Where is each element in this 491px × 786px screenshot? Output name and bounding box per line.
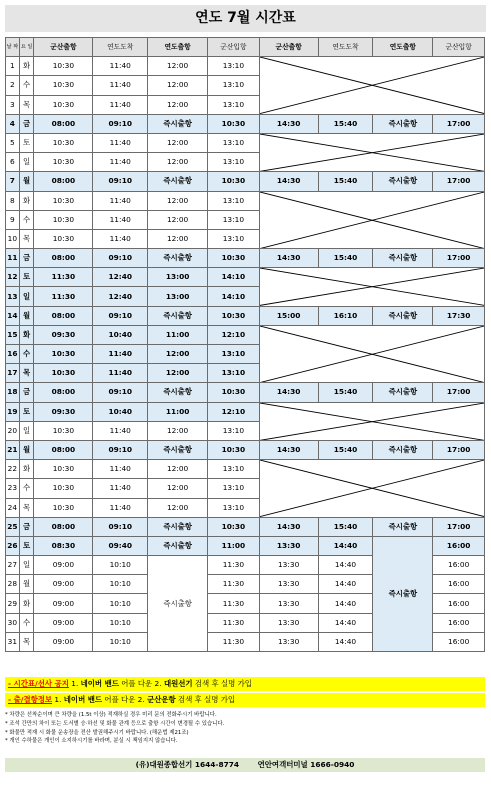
- gunsan-arrive-cell: 11:30: [208, 575, 260, 594]
- gunsan-arrive-cell: 10:30: [208, 172, 260, 191]
- header-gunsan-arrive-1: 군산입항: [208, 38, 260, 57]
- no-service-cell: [259, 133, 484, 171]
- gunsan-depart-cell: 13:30: [259, 536, 318, 555]
- weekday-cell: 월: [19, 306, 34, 325]
- yeondo-arrive-cell: 09:10: [93, 517, 148, 536]
- yeondo-arrive-cell: 10:10: [93, 575, 148, 594]
- gunsan-arrive-cell: 13:10: [208, 421, 260, 440]
- gunsan-depart-cell: 09:00: [34, 575, 93, 594]
- gunsan-arrive-cell: 13:10: [208, 191, 260, 210]
- gunsan-depart-cell: 09:00: [34, 632, 93, 651]
- cross-mark-icon: [260, 326, 484, 383]
- yeondo-arrive-cell: 10:10: [93, 613, 148, 632]
- weekday-cell: 금: [19, 249, 34, 268]
- notes: [5, 711, 485, 746]
- header-gunsan-arrive-2: 군산입항: [433, 38, 485, 57]
- page-title: 연도 7월 시간표: [5, 5, 486, 32]
- cross-mark-icon: [260, 268, 484, 305]
- date-cell: 6: [6, 153, 20, 172]
- table-row: [6, 57, 485, 76]
- yeondo-arrive-cell: 14:40: [318, 536, 373, 555]
- gunsan-depart-cell: 10:30: [34, 460, 93, 479]
- yeondo-arrive-cell: 11:40: [93, 498, 148, 517]
- date-cell: 12: [6, 268, 20, 287]
- gunsan-arrive-cell: 13:10: [208, 76, 260, 95]
- weekday-cell: 화: [19, 191, 34, 210]
- notice-schedule: - 시간표/선사 공지 1. 네이버 밴드 어플 다운 2. 대원선기 검색 후 실명 가입: [5, 677, 485, 691]
- yeondo-depart-cell: 13:00: [148, 287, 208, 306]
- gunsan-depart-cell: 14:30: [259, 249, 318, 268]
- date-cell: 27: [6, 556, 20, 575]
- yeondo-arrive-cell: 14:40: [318, 556, 373, 575]
- date-cell: 23: [6, 479, 20, 498]
- yeondo-depart-cell: 12:00: [148, 460, 208, 479]
- yeondo-arrive-cell: 10:40: [93, 402, 148, 421]
- gunsan-depart-cell: 10:30: [34, 191, 93, 210]
- weekday-cell: 일: [19, 287, 34, 306]
- weekday-cell: 화: [19, 325, 34, 344]
- weekday-cell: 화: [19, 57, 34, 76]
- yeondo-depart-cell: 즉시출항: [373, 306, 433, 325]
- table-row: [6, 325, 485, 344]
- yeondo-depart-cell: 즉시출항: [148, 517, 208, 536]
- date-cell: 11: [6, 249, 20, 268]
- weekday-cell: 토: [19, 268, 34, 287]
- table-row: [6, 172, 485, 191]
- gunsan-arrive-cell: 13:10: [208, 479, 260, 498]
- yeondo-arrive-cell: 10:10: [93, 556, 148, 575]
- gunsan-depart-cell: 10:30: [34, 210, 93, 229]
- yeondo-arrive-cell: 09:10: [93, 306, 148, 325]
- note-line: * 조석 간만의 차이 또는 도서별 승·하선 및 화물 관계 등으로 출항 시간이 변경될 수 있습니다.: [5, 720, 225, 727]
- gunsan-arrive-cell: 13:10: [208, 153, 260, 172]
- table-row: [6, 460, 485, 479]
- gunsan-arrive-cell: 17:00: [433, 517, 485, 536]
- yeondo-arrive-cell: 11:40: [93, 460, 148, 479]
- no-service-cell: [259, 402, 484, 440]
- table-row: [6, 383, 485, 402]
- yeondo-arrive-cell: 14:40: [318, 594, 373, 613]
- yeondo-depart-cell: 12:00: [148, 76, 208, 95]
- date-cell: 8: [6, 191, 20, 210]
- yeondo-depart-cell: 즉시출항: [373, 383, 433, 402]
- weekday-cell: 금: [19, 114, 34, 133]
- gunsan-depart-cell: 08:00: [34, 172, 93, 191]
- yeondo-depart-cell: 즉시출항: [148, 172, 208, 191]
- gunsan-arrive-cell: 10:30: [208, 114, 260, 133]
- yeondo-depart-cell: 즉시출항: [373, 172, 433, 191]
- yeondo-arrive-cell: 11:40: [93, 191, 148, 210]
- date-cell: 31: [6, 632, 20, 651]
- weekday-cell: 토: [19, 536, 34, 555]
- gunsan-arrive-cell: 17:00: [433, 440, 485, 459]
- yeondo-depart-cell: 13:00: [148, 268, 208, 287]
- gunsan-arrive-cell: 13:10: [208, 498, 260, 517]
- table-row: [6, 306, 485, 325]
- date-cell: 29: [6, 594, 20, 613]
- yeondo-depart-cell: 즉시출항: [148, 383, 208, 402]
- yeondo-arrive-cell: 12:40: [93, 268, 148, 287]
- yeondo-arrive-cell: 15:40: [318, 440, 373, 459]
- yeondo-depart-cell: 12:00: [148, 479, 208, 498]
- header-yeondo-arrive-1: 연도도착: [93, 38, 148, 57]
- weekday-cell: 수: [19, 210, 34, 229]
- date-cell: 21: [6, 440, 20, 459]
- contact-daewon: (유)대원종합선기 1644-8774: [135, 760, 240, 769]
- gunsan-arrive-cell: 14:10: [208, 268, 260, 287]
- yeondo-arrive-cell: 11:40: [93, 133, 148, 152]
- gunsan-depart-cell: 09:00: [34, 613, 93, 632]
- gunsan-arrive-cell: 16:00: [433, 575, 485, 594]
- yeondo-arrive-cell: 09:10: [93, 383, 148, 402]
- gunsan-depart-cell: 11:30: [34, 287, 93, 306]
- gunsan-arrive-cell: 17:00: [433, 114, 485, 133]
- weekday-cell: 월: [19, 172, 34, 191]
- contact-footer: [5, 758, 485, 772]
- yeondo-depart-cell: 즉시출항: [373, 440, 433, 459]
- gunsan-arrive-cell: 10:30: [208, 517, 260, 536]
- gunsan-depart-cell: 10:30: [34, 421, 93, 440]
- header-gunsan-depart-1: 군산출항: [34, 38, 93, 57]
- yeondo-depart-cell: 즉시출항: [373, 114, 433, 133]
- gunsan-depart-cell: 09:30: [34, 402, 93, 421]
- gunsan-depart-cell: 15:00: [259, 306, 318, 325]
- header-yeondo-depart-2: 연도출항: [373, 38, 433, 57]
- table-row: [6, 133, 485, 152]
- date-cell: 16: [6, 345, 20, 364]
- yeondo-arrive-cell: 10:40: [93, 325, 148, 344]
- cross-mark-icon: [260, 134, 484, 171]
- yeondo-arrive-cell: 11:40: [93, 421, 148, 440]
- gunsan-arrive-cell: 17:00: [433, 383, 485, 402]
- gunsan-depart-cell: 08:30: [34, 536, 93, 555]
- gunsan-depart-cell: 10:30: [34, 345, 93, 364]
- gunsan-arrive-cell: 13:10: [208, 345, 260, 364]
- weekday-cell: 목: [19, 632, 34, 651]
- weekday-cell: 월: [19, 440, 34, 459]
- gunsan-depart-cell: 10:30: [34, 498, 93, 517]
- yeondo-arrive-cell: 11:40: [93, 153, 148, 172]
- header-weekday: 요 일: [19, 38, 34, 57]
- yeondo-arrive-cell: 15:40: [318, 517, 373, 536]
- no-service-cell: [259, 268, 484, 306]
- header-yeondo-depart-1: 연도출항: [148, 38, 208, 57]
- cross-mark-icon: [260, 57, 484, 114]
- yeondo-depart-cell: 즉시출항: [148, 536, 208, 555]
- gunsan-arrive-cell: 10:30: [208, 306, 260, 325]
- gunsan-arrive-cell: 13:10: [208, 57, 260, 76]
- yeondo-depart-cell: 12:00: [148, 345, 208, 364]
- date-cell: 2: [6, 76, 20, 95]
- yeondo-depart-cell: 12:00: [148, 229, 208, 248]
- date-cell: 30: [6, 613, 20, 632]
- gunsan-arrive-cell: 11:30: [208, 613, 260, 632]
- yeondo-arrive-cell: 11:40: [93, 210, 148, 229]
- date-cell: 28: [6, 575, 20, 594]
- no-service-cell: [259, 325, 484, 383]
- gunsan-arrive-cell: 13:10: [208, 95, 260, 114]
- cross-mark-icon: [260, 403, 484, 440]
- gunsan-depart-cell: 08:00: [34, 249, 93, 268]
- gunsan-depart-cell: 11:30: [34, 268, 93, 287]
- yeondo-depart-cell: 즉시출항: [373, 249, 433, 268]
- date-cell: 4: [6, 114, 20, 133]
- table-row: [6, 268, 485, 287]
- gunsan-arrive-cell: 16:00: [433, 613, 485, 632]
- gunsan-arrive-cell: 13:10: [208, 133, 260, 152]
- yeondo-arrive-cell: 09:40: [93, 536, 148, 555]
- no-service-cell: [259, 191, 484, 249]
- table-row: [6, 440, 485, 459]
- date-cell: 18: [6, 383, 20, 402]
- gunsan-depart-cell: 10:30: [34, 76, 93, 95]
- yeondo-arrive-cell: 10:10: [93, 594, 148, 613]
- note-line: * 개인 수하물은 개인이 소지하시기를 바라며, 분실 시 책임지지 않습니다.: [5, 738, 178, 745]
- gunsan-depart-cell: 09:30: [34, 325, 93, 344]
- gunsan-depart-cell: 14:30: [259, 114, 318, 133]
- weekday-cell: 일: [19, 421, 34, 440]
- table-row: [6, 536, 485, 555]
- yeondo-depart-cell: 12:00: [148, 153, 208, 172]
- gunsan-arrive-cell: 10:30: [208, 249, 260, 268]
- yeondo-depart-cell: 즉시출항: [148, 306, 208, 325]
- gunsan-arrive-cell: 17:00: [433, 249, 485, 268]
- header-yeondo-arrive-2: 연도도착: [318, 38, 373, 57]
- yeondo-depart-cell: 12:00: [148, 210, 208, 229]
- gunsan-arrive-cell: 13:10: [208, 364, 260, 383]
- yeondo-depart-cell: 12:00: [148, 498, 208, 517]
- yeondo-arrive-cell: 09:10: [93, 249, 148, 268]
- gunsan-depart-cell: 14:30: [259, 383, 318, 402]
- note-line: * 화물만 적재 시 화물 운송장을 전산 발권해주시기 바랍니다. (해운법 제21조): [5, 729, 189, 736]
- gunsan-depart-cell: 10:30: [34, 364, 93, 383]
- no-service-cell: [259, 460, 484, 518]
- gunsan-arrive-cell: 11:30: [208, 556, 260, 575]
- no-service-cell: [259, 57, 484, 115]
- weekday-cell: 일: [19, 153, 34, 172]
- date-cell: 25: [6, 517, 20, 536]
- yeondo-depart-cell: 12:00: [148, 191, 208, 210]
- yeondo-arrive-cell: 14:40: [318, 575, 373, 594]
- gunsan-arrive-cell: 14:10: [208, 287, 260, 306]
- weekday-cell: 수: [19, 345, 34, 364]
- gunsan-depart-cell: 13:30: [259, 632, 318, 651]
- contact-terminal: 연안여객터미널 1666-0940: [257, 760, 355, 769]
- weekday-cell: 목: [19, 498, 34, 517]
- gunsan-depart-cell: 08:00: [34, 517, 93, 536]
- weekday-cell: 수: [19, 76, 34, 95]
- yeondo-depart-cell: 12:00: [148, 95, 208, 114]
- yeondo-arrive-cell: 11:40: [93, 95, 148, 114]
- yeondo-arrive-cell: 09:10: [93, 440, 148, 459]
- weekday-cell: 목: [19, 364, 34, 383]
- yeondo-depart-cell: 11:00: [148, 325, 208, 344]
- weekday-cell: 토: [19, 402, 34, 421]
- gunsan-arrive-cell: 10:30: [208, 440, 260, 459]
- yeondo-depart-merged: 즉시출항: [148, 556, 208, 652]
- gunsan-depart-cell: 13:30: [259, 556, 318, 575]
- gunsan-depart-cell: 08:00: [34, 440, 93, 459]
- yeondo-arrive-cell: 14:40: [318, 632, 373, 651]
- yeondo-depart-cell: 12:00: [148, 364, 208, 383]
- date-cell: 22: [6, 460, 20, 479]
- weekday-cell: 목: [19, 95, 34, 114]
- yeondo-arrive-cell: 11:40: [93, 229, 148, 248]
- yeondo-depart-cell: 12:00: [148, 421, 208, 440]
- yeondo-arrive-cell: 12:40: [93, 287, 148, 306]
- weekday-cell: 목: [19, 229, 34, 248]
- table-row: [6, 402, 485, 421]
- weekday-cell: 일: [19, 556, 34, 575]
- date-cell: 10: [6, 229, 20, 248]
- gunsan-depart-cell: 13:30: [259, 613, 318, 632]
- gunsan-arrive-cell: 12:10: [208, 402, 260, 421]
- yeondo-arrive-cell: 11:40: [93, 345, 148, 364]
- gunsan-depart-cell: 14:30: [259, 517, 318, 536]
- yeondo-arrive-cell: 15:40: [318, 249, 373, 268]
- yeondo-arrive-cell: 09:10: [93, 172, 148, 191]
- date-cell: 14: [6, 306, 20, 325]
- table-row: [6, 517, 485, 536]
- gunsan-depart-cell: 09:00: [34, 556, 93, 575]
- gunsan-depart-cell: 09:00: [34, 594, 93, 613]
- yeondo-arrive-cell: 15:40: [318, 114, 373, 133]
- yeondo-depart-cell: 즉시출항: [373, 517, 433, 536]
- date-cell: 19: [6, 402, 20, 421]
- header-gunsan-depart-2: 군산출항: [259, 38, 318, 57]
- yeondo-depart-merged: 즉시출항: [373, 536, 433, 651]
- header-date: 날 짜: [6, 38, 20, 57]
- weekday-cell: 수: [19, 613, 34, 632]
- weekday-cell: 토: [19, 133, 34, 152]
- table-row: [6, 191, 485, 210]
- date-cell: 15: [6, 325, 20, 344]
- yeondo-arrive-cell: 14:40: [318, 613, 373, 632]
- gunsan-arrive-cell: 13:10: [208, 460, 260, 479]
- table-header-row: [6, 38, 485, 57]
- weekday-cell: 수: [19, 479, 34, 498]
- date-cell: 9: [6, 210, 20, 229]
- gunsan-depart-cell: 08:00: [34, 383, 93, 402]
- gunsan-arrive-cell: 10:30: [208, 383, 260, 402]
- gunsan-depart-cell: 14:30: [259, 440, 318, 459]
- notice-departure-info: - 출/결항정보 1. 네이버 밴드 어플 다운 2. 군산운항 검색 후 실명 가입: [5, 693, 485, 707]
- date-cell: 24: [6, 498, 20, 517]
- gunsan-depart-cell: 08:00: [34, 114, 93, 133]
- timetable: [5, 37, 485, 652]
- yeondo-arrive-cell: 15:40: [318, 383, 373, 402]
- gunsan-depart-cell: 10:30: [34, 133, 93, 152]
- date-cell: 3: [6, 95, 20, 114]
- yeondo-depart-cell: 즉시출항: [148, 114, 208, 133]
- gunsan-depart-cell: 08:00: [34, 306, 93, 325]
- yeondo-arrive-cell: 11:40: [93, 479, 148, 498]
- table-row: [6, 249, 485, 268]
- yeondo-depart-cell: 즉시출항: [148, 249, 208, 268]
- yeondo-arrive-cell: 11:40: [93, 76, 148, 95]
- yeondo-arrive-cell: 11:40: [93, 364, 148, 383]
- gunsan-arrive-cell: 17:30: [433, 306, 485, 325]
- weekday-cell: 화: [19, 594, 34, 613]
- gunsan-arrive-cell: 13:10: [208, 210, 260, 229]
- gunsan-depart-cell: 13:30: [259, 575, 318, 594]
- yeondo-depart-cell: 즉시출항: [148, 440, 208, 459]
- gunsan-arrive-cell: 16:00: [433, 632, 485, 651]
- gunsan-arrive-cell: 11:30: [208, 594, 260, 613]
- cross-mark-icon: [260, 192, 484, 249]
- weekday-cell: 금: [19, 383, 34, 402]
- gunsan-depart-cell: 13:30: [259, 594, 318, 613]
- yeondo-depart-cell: 12:00: [148, 57, 208, 76]
- gunsan-arrive-cell: 11:00: [208, 536, 260, 555]
- date-cell: 7: [6, 172, 20, 191]
- yeondo-depart-cell: 12:00: [148, 133, 208, 152]
- cross-mark-icon: [260, 460, 484, 517]
- gunsan-depart-cell: 10:30: [34, 57, 93, 76]
- weekday-cell: 화: [19, 460, 34, 479]
- gunsan-arrive-cell: 16:00: [433, 536, 485, 555]
- yeondo-depart-cell: 11:00: [148, 402, 208, 421]
- yeondo-arrive-cell: 10:10: [93, 632, 148, 651]
- gunsan-arrive-cell: 16:00: [433, 594, 485, 613]
- gunsan-depart-cell: 10:30: [34, 229, 93, 248]
- yeondo-arrive-cell: 16:10: [318, 306, 373, 325]
- weekday-cell: 금: [19, 517, 34, 536]
- date-cell: 1: [6, 57, 20, 76]
- gunsan-arrive-cell: 16:00: [433, 556, 485, 575]
- note-line: * 차량은 선착순이며 큰 차량을 (1.5t 이상) 적재하실 경우 미리 문의 전화주시기 바랍니다.: [5, 712, 217, 718]
- gunsan-depart-cell: 10:30: [34, 479, 93, 498]
- date-cell: 13: [6, 287, 20, 306]
- gunsan-arrive-cell: 11:30: [208, 632, 260, 651]
- date-cell: 26: [6, 536, 20, 555]
- yeondo-arrive-cell: 09:10: [93, 114, 148, 133]
- gunsan-depart-cell: 14:30: [259, 172, 318, 191]
- gunsan-depart-cell: 10:30: [34, 95, 93, 114]
- yeondo-arrive-cell: 11:40: [93, 57, 148, 76]
- table-row: [6, 114, 485, 133]
- date-cell: 5: [6, 133, 20, 152]
- gunsan-arrive-cell: 17:00: [433, 172, 485, 191]
- weekday-cell: 월: [19, 575, 34, 594]
- date-cell: 17: [6, 364, 20, 383]
- gunsan-depart-cell: 10:30: [34, 153, 93, 172]
- gunsan-arrive-cell: 12:10: [208, 325, 260, 344]
- yeondo-arrive-cell: 15:40: [318, 172, 373, 191]
- date-cell: 20: [6, 421, 20, 440]
- gunsan-arrive-cell: 13:10: [208, 229, 260, 248]
